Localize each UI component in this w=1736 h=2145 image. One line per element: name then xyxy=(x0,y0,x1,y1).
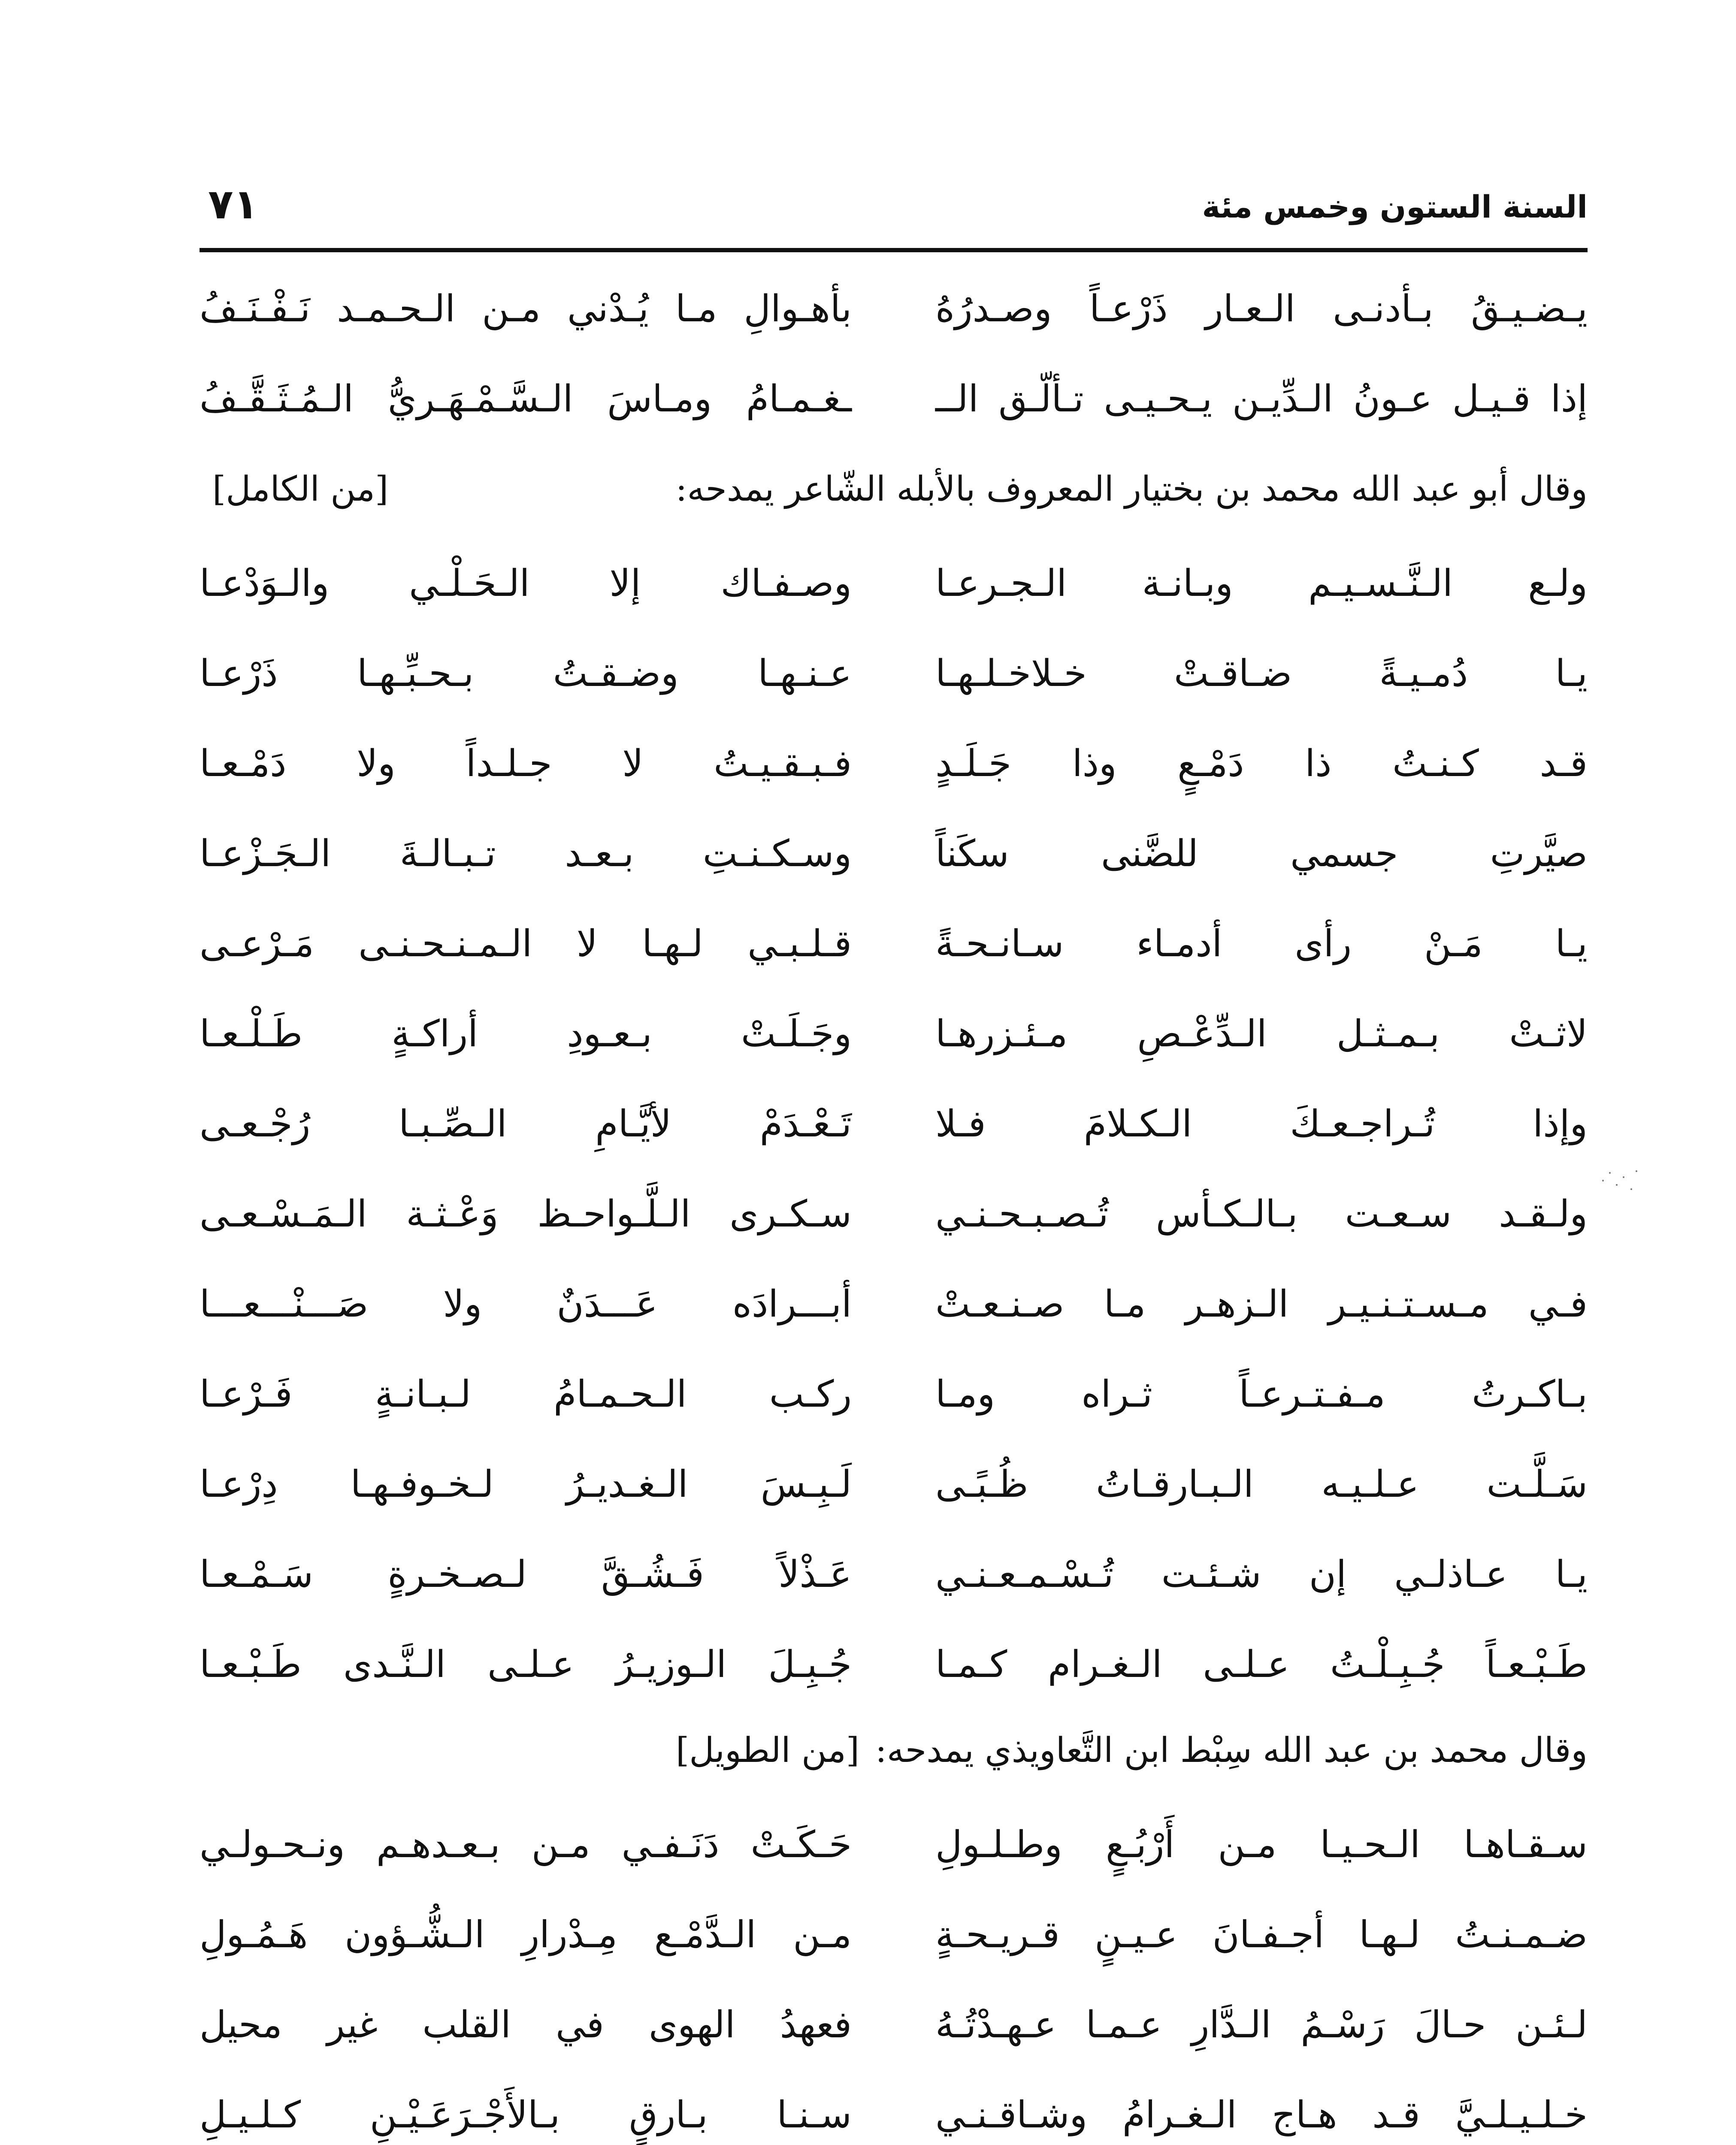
verse-second-hemistich: عَـذْلاً فَـشُـقَّ لـصـخـرةٍ سَـمْـعـا xyxy=(200,1553,852,1596)
meter-label: [من الكامل] xyxy=(212,469,389,509)
verse-second-hemistich: سـنـا بـارقٍ بـالأَجْـرَعَـيْـنِ كـلـيـلِ xyxy=(200,2094,852,2136)
verse-first-hemistich: سـقـاهـا الـحـيـا مـن أَرْبُـعٍ وطـلـولِ xyxy=(935,1823,1588,1866)
verse xyxy=(200,1630,1588,1699)
poem-intro xyxy=(200,455,1588,523)
verse xyxy=(200,1270,1588,1338)
verse-second-hemistich: فـبـقـيـتُ لا جـلـداً ولا دَمْـعـا xyxy=(200,742,852,785)
verse xyxy=(200,1900,1588,1969)
verse-second-hemistich: لَـبِـسَ الـغـديـرُ لـخـوفـهـا دِرْعـا xyxy=(200,1463,852,1506)
verse xyxy=(200,1991,1588,2059)
verse-second-hemistich: أبـــرادَه عَـــدَنٌ ولا صَـــنْـــعـــا xyxy=(200,1283,852,1326)
poem-intro xyxy=(200,1716,1588,1785)
verse-second-hemistich: ـغـمـامُ ومـاسَ الـسَّـمْـهَـريُّ الـمُـثَـقَّـفُ xyxy=(200,378,852,420)
verse-second-hemistich: وجَـلَـتْ بـعـودِ أراكـةٍ طَـلْـعـا xyxy=(200,1012,852,1055)
verse-first-hemistich: ضـمـنـتُ لـهـا أجـفـانَ عـيـنٍ قـريـحـةٍ xyxy=(935,1913,1588,1956)
verse-second-hemistich: وصـفـاك إلا الـحَـلْـي والـوَدْعـا xyxy=(200,562,852,605)
verse xyxy=(200,275,1588,343)
verse-second-hemistich: وسـكـنـتِ بـعـد تـبـالـةَ الـجَـزْعـا xyxy=(200,832,852,875)
verse-first-hemistich: بـاكـرتُ مـفـتـرعـاً ثـراه ومـا xyxy=(935,1373,1588,1416)
verse-first-hemistich: ولـقـد سـعـت بـالـكـأس تُـصـبـحـنـي xyxy=(935,1193,1588,1236)
verse-first-hemistich: يـا دُمـيـةً ضـاقـتْ خـلاخـلـهـا xyxy=(935,652,1588,695)
verse xyxy=(200,1540,1588,1609)
verse-first-hemistich: صيَّرتِ جسمي للضَّنى سكَناً xyxy=(935,832,1588,875)
verse-second-hemistich: حَـكَـتْ دَنَـفـي مـن بـعـدهـم ونـحـولـي xyxy=(200,1823,852,1866)
verse xyxy=(200,2081,1588,2145)
verse-first-hemistich: فـي مـسـتـنـيـر الـزهـر مـا صـنـعـتْ xyxy=(935,1283,1588,1326)
verse-first-hemistich: يـا عـاذلـي إن شـئـت تُـسْـمـعـنـي xyxy=(935,1553,1588,1596)
verse xyxy=(200,909,1588,978)
page-header xyxy=(200,180,1588,245)
verse-first-hemistich: يـا مَـنْ رأى أدمـاء سـانـحـةً xyxy=(935,922,1588,965)
verse xyxy=(200,1000,1588,1068)
verse-second-hemistich: مـن الـدَّمْـع مِـدْرارِ الـشُّـؤون هَـمُـولِ xyxy=(200,1913,852,1956)
verse-second-hemistich: قـلـبـي لـهـا لا الـمـنـحـنـى مَـرْعـى xyxy=(200,922,852,965)
verse-first-hemistich: يـضـيـقُ بـأدنـى الـعـار ذَرْعـاً وصـدرُهُ xyxy=(935,287,1588,330)
meter-label: [من الطويل] xyxy=(676,1730,860,1770)
verse-first-hemistich: سَـلَّـت عـلـيـه الـبـارقـاتُ ظُـبًـى xyxy=(935,1463,1588,1506)
running-title: السنة الستون وخمس مئة xyxy=(1202,189,1588,225)
verse-second-hemistich: ركـب الـحـمـامُ لـبـانـةٍ فَـرْعـا xyxy=(200,1373,852,1416)
verse xyxy=(200,639,1588,708)
verse-second-hemistich: عـنـهـا وضـقـتُ بـحـبِّـهـا ذَرْعـا xyxy=(200,652,852,695)
verse-first-hemistich: ولـع الـنَّـسـيـم وبـانـة الـجـرعـا xyxy=(935,562,1588,605)
verse xyxy=(200,365,1588,433)
verse xyxy=(200,1810,1588,1879)
verse xyxy=(200,1360,1588,1429)
verse-first-hemistich: وإذا تُـراجـعـكَ الـكـلامَ فـلا xyxy=(935,1103,1588,1145)
verse-first-hemistich: لـئـن حـالَ رَسْـمُ الـدَّارِ عـمـا عـهـدْتُـهُ xyxy=(935,2003,1588,2046)
verse-second-hemistich: تَـعْـدَمْ لأيَّـامِ الـصِّـبـا رُجْـعـى xyxy=(200,1103,852,1145)
header-rule xyxy=(200,248,1588,252)
verse xyxy=(200,1450,1588,1519)
verse-second-hemistich: بأهـوالِ مـا يُـدْني مـن الـحـمـد نَـفْـنَـفُ xyxy=(200,287,852,330)
verse xyxy=(200,549,1588,618)
verse-first-hemistich: طَـبْـعـاً جُـبِـلْـتُ عـلـى الـغـرام كـمـا xyxy=(935,1643,1588,1686)
verse xyxy=(200,1090,1588,1158)
verse-first-hemistich: لاثـتْ بـمـثـل الـدِّعْـصِ مـئـزرهـا xyxy=(935,1012,1588,1055)
poem-intro-text: وقال أبو عبد الله محمد بن بختيار المعروف بالأبله الشّاعر يمدحه: xyxy=(675,469,1588,509)
verse xyxy=(200,1180,1588,1248)
verse-second-hemistich: فعهدُ الهوى في القلب غير محيل xyxy=(200,2003,852,2046)
verse-first-hemistich: إذا قـيـل عـونُ الـدِّيـن يـحـيـى تـألّـق الــ xyxy=(935,378,1588,420)
scan-specks xyxy=(1600,1167,1639,1197)
page-number: ٧١ xyxy=(208,180,259,228)
poem-intro-text: وقال محمد بن عبد الله سِبْط ابن التَّعاويذي يمدحه: xyxy=(875,1730,1588,1770)
verse-first-hemistich: خـلـيـلـيَّ قـد هـاج الـغـرامُ وشـاقـنـي xyxy=(935,2094,1588,2136)
verse-first-hemistich: قـد كـنـتُ ذا دَمْـعٍ وذا جَـلَـدٍ xyxy=(935,742,1588,785)
verse-second-hemistich: جُـبِـلَ الـوزيـرُ عـلـى الـنَّـدى طَـبْـعـا xyxy=(200,1643,852,1686)
verse-second-hemistich: سـكـرى الـلَّـواحـظ وَعْـثـة الـمَـسْـعـى xyxy=(200,1193,852,1236)
verse xyxy=(200,819,1588,888)
verse xyxy=(200,729,1588,798)
